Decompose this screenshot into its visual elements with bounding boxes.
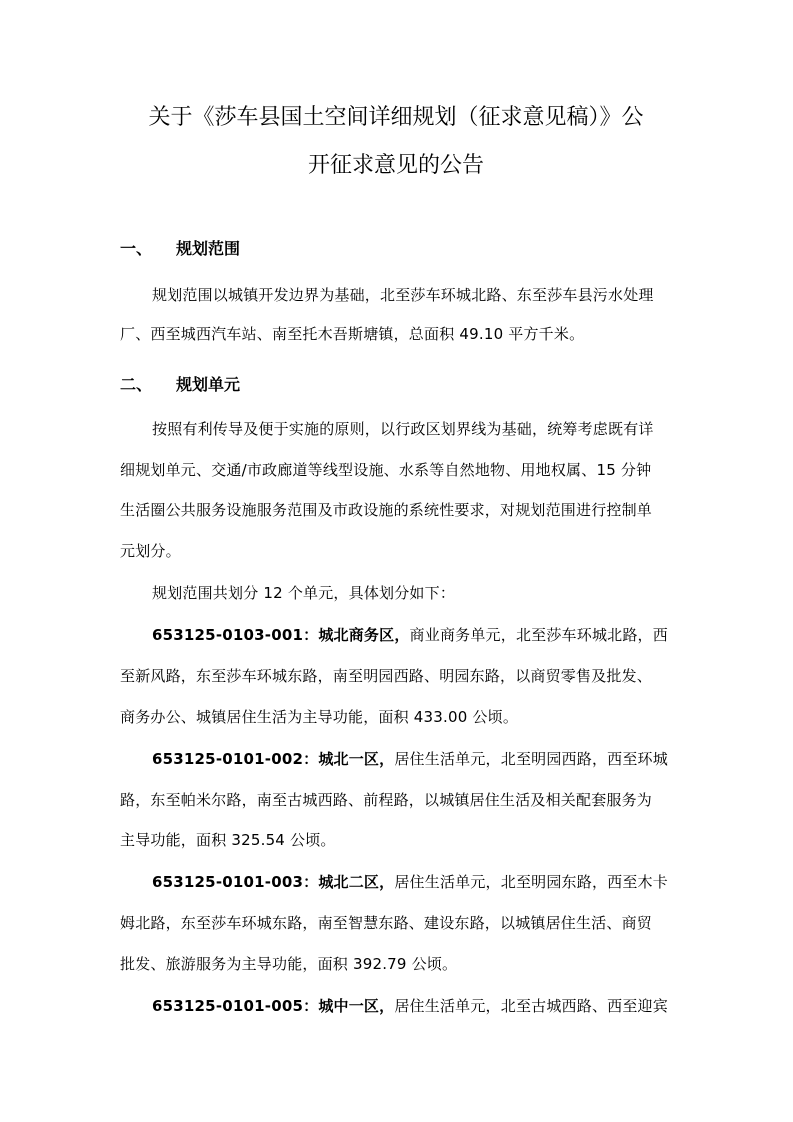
paragraph-line: 细规划单元、交通/市政廊道等线型设施、水系等自然地物、用地权属、15 分钟 (120, 461, 652, 479)
paragraph-line: 主导功能，面积 325.54 公顷。 (120, 831, 336, 849)
paragraph-line: 姆北路，东至莎车环城东路，南至智慧东路、建设东路，以城镇居住生活、商贸 (120, 914, 653, 932)
section-title: 规划范围 (176, 239, 241, 258)
paragraph-line: 至新风路，东至莎车环城东路，南至明园西路、明园东路，以商贸零售及批发、 (120, 667, 653, 685)
section-number: 二、 (120, 375, 153, 394)
title-line-1: 关于《莎车县国土空间详细规划（征求意见稿）》公 (148, 105, 644, 130)
paragraph-line: 商务办公、城镇居住生活为主导功能，面积 433.00 公顷。 (120, 708, 519, 726)
paragraph-line: 元划分。 (120, 542, 181, 560)
page-title (110, 94, 682, 190)
section-heading-units (120, 372, 240, 395)
unit-entry (152, 748, 676, 769)
paragraph-line: 批发、旅游服务为主导功能，面积 392.79 公顷。 (120, 955, 458, 973)
unit-entry (152, 624, 676, 645)
unit-entry (152, 995, 676, 1016)
section-number: 一、 (120, 239, 153, 258)
paragraph-line: 路，东至帕米尔路，南至古城西路、前程路，以城镇居住生活及相关配套服务为 (120, 791, 653, 809)
unit-text: 居住生活单元，北至明园西路，西至环城 (394, 750, 668, 768)
unit-code: 653125-0101-005：城中一区， (152, 997, 395, 1015)
unit-text: 商业商务单元，北至莎车环城北路，西 (409, 626, 668, 644)
unit-text: 居住生活单元，北至明园东路，西至木卡 (394, 873, 668, 891)
unit-entry (152, 871, 676, 892)
paragraph-line: 厂、西至城西汽车站、南至托木吾斯塘镇，总面积 49.10 平方千米。 (120, 325, 585, 343)
paragraph-line: 规划范围共划分 12 个单元，具体划分如下： (152, 584, 456, 602)
unit-code: 653125-0101-003：城北二区， (152, 873, 395, 891)
section-title: 规划单元 (176, 375, 241, 394)
section-heading-scope (120, 236, 240, 259)
paragraph-line: 规划范围以城镇开发边界为基础，北至莎车环城北路、东至莎车县污水处理 (152, 286, 654, 304)
paragraph-line: 生活圈公共服务设施服务范围及市政设施的系统性要求，对规划范围进行控制单 (120, 501, 653, 519)
unit-text: 居住生活单元，北至古城西路、西至迎宾 (394, 997, 668, 1015)
unit-code: 653125-0101-002：城北一区， (152, 750, 395, 768)
unit-code: 653125-0103-001：城北商务区， (152, 626, 410, 644)
paragraph-line: 按照有利传导及便于实施的原则，以行政区划界线为基础，统筹考虑既有详 (152, 420, 654, 438)
title-line-2: 开征求意见的公告 (307, 153, 484, 178)
